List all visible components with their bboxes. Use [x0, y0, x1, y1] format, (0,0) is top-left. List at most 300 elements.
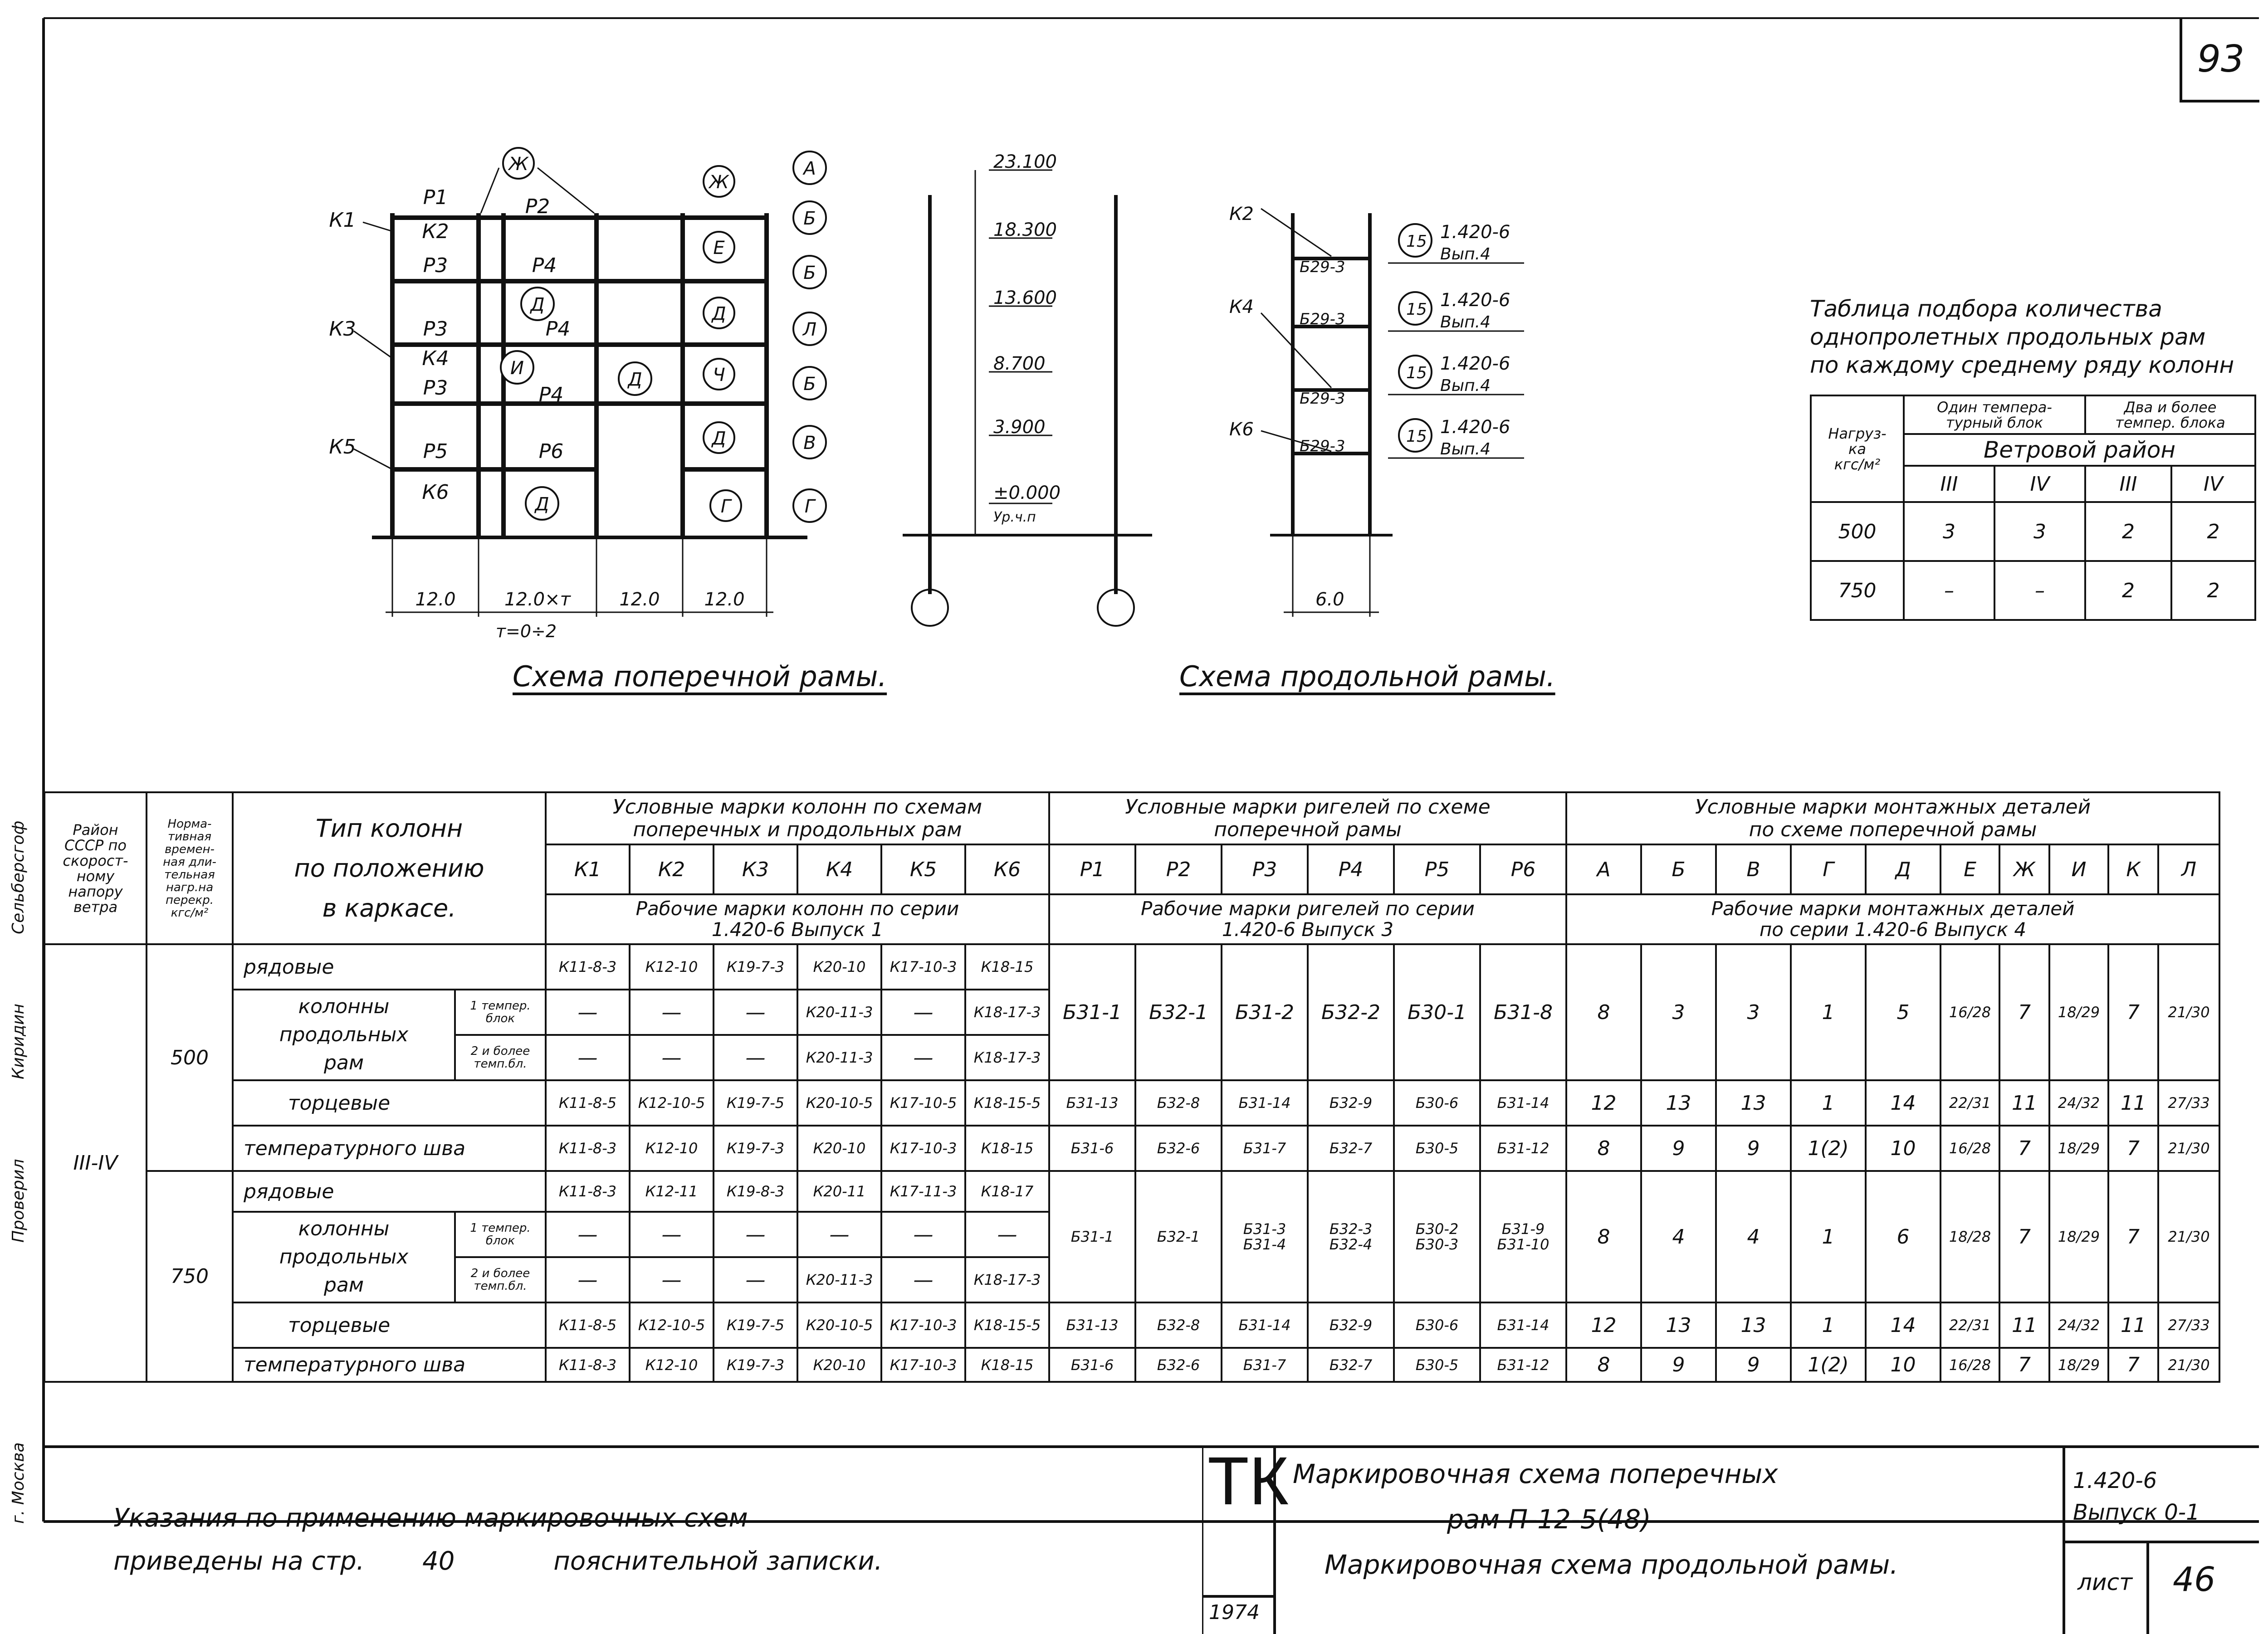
column-mark: —: [714, 1212, 797, 1257]
long-frame-type: [233, 990, 455, 1080]
detail-mark: 7: [1999, 1126, 2049, 1171]
node-label: Д: [712, 303, 726, 324]
detail-mark: 7: [1999, 1348, 2049, 1382]
header-line: Один темпера-: [1937, 398, 2052, 416]
node-label: 15: [1406, 364, 1427, 382]
header-line: Рабочие марки колонн по серии: [635, 897, 959, 920]
label-line: темп.бл.: [474, 1279, 527, 1293]
column-mark: К12-11: [630, 1171, 714, 1212]
column-mark: К17-10-5: [881, 1080, 965, 1126]
column-mark: К12-10-5: [630, 1302, 714, 1348]
detail-mark: 16/28: [1941, 1126, 1999, 1171]
column-mark: К18-17-3: [965, 1257, 1049, 1302]
column-mark: —: [714, 990, 797, 1035]
detail-mark: 27/33: [2158, 1080, 2219, 1126]
column-head: К6: [965, 844, 1049, 894]
header-line: 1.420-6 Выпуск 3: [1222, 918, 1394, 941]
pick-header-one-block: [1904, 395, 2085, 434]
series-mark: 1.420-6: [1440, 417, 1510, 438]
girder-mark: Б30-5: [1394, 1126, 1480, 1171]
column-mark: —: [630, 1212, 714, 1257]
girder-mark: Б31-1: [1049, 1171, 1135, 1302]
column-mark: К18-17-3: [965, 990, 1049, 1035]
detail-mark: 14: [1866, 1302, 1941, 1348]
girder-mark: Б31-6: [1049, 1126, 1135, 1171]
girder-mark: Б32-4: [1329, 1236, 1373, 1253]
header-detail-marks: [1566, 792, 2219, 844]
node-label: Л: [802, 319, 817, 340]
girder-head: Р5: [1394, 844, 1480, 894]
girder-mark: Б31-6: [1049, 1348, 1135, 1382]
series-issue: Вып.4: [1440, 245, 1491, 263]
node-label: Г: [804, 496, 815, 517]
detail-mark: 1: [1791, 1302, 1866, 1348]
pick-header-wind: Ветровой район: [1904, 434, 2255, 466]
detail-mark: 13: [1716, 1302, 1791, 1348]
node-label: Г: [720, 496, 731, 517]
girder-mark: Б30-1: [1394, 944, 1480, 1080]
column-mark: К18-15: [965, 944, 1049, 990]
beam-label: Б29-3: [1300, 258, 1345, 276]
pick-title-line: однопролетных продольных рам: [1810, 324, 2206, 350]
detail-mark: 18/29: [2049, 944, 2108, 1080]
node-label: Ж: [709, 172, 729, 193]
detail-mark: 4: [1716, 1171, 1791, 1302]
row-type: температурного шва: [233, 1348, 546, 1382]
detail-mark: 27/33: [2158, 1302, 2219, 1348]
column-mark: К20-10: [797, 1126, 881, 1171]
span-dimension: 12.0×т: [504, 589, 571, 610]
detail-mark: 1(2): [1791, 1126, 1866, 1171]
detail-mark: 18/29: [2049, 1171, 2108, 1302]
detail-mark: 8: [1566, 1171, 1641, 1302]
node-label: 15: [1406, 427, 1427, 446]
column-mark: К12-10: [630, 1126, 714, 1171]
column-label: К1: [329, 209, 356, 232]
header-line: темпер. блока: [2115, 414, 2225, 431]
detail-mark: 22/31: [1941, 1080, 1999, 1126]
level-mark: Ур.ч.п: [993, 509, 1036, 525]
pick-count: 3: [1904, 502, 1994, 561]
girder-head: Р1: [1049, 844, 1135, 894]
label-line: 1 темпер.: [470, 1221, 531, 1235]
two-blocks-label: [455, 1257, 546, 1302]
header-detail-series: [1566, 894, 2219, 944]
girder-label: Р1: [423, 186, 448, 209]
detail-mark: 8: [1566, 1126, 1641, 1171]
column-mark: К11-8-5: [546, 1080, 630, 1126]
column-mark: —: [881, 1212, 965, 1257]
column-mark: К18-15: [965, 1348, 1049, 1382]
detail-mark: 6: [1866, 1171, 1941, 1302]
girder-mark: Б32-9: [1308, 1302, 1394, 1348]
header-line: Условные марки монтажных деталей: [1695, 795, 2091, 819]
wind-region: IV: [2171, 466, 2255, 502]
detail-mark: 16/28: [1941, 944, 1999, 1080]
girder-mark: Б30-3: [1415, 1236, 1459, 1253]
label-line: 2 и более: [470, 1044, 530, 1058]
column-mark: К19-7-3: [714, 944, 797, 990]
label-line: блок: [485, 1234, 515, 1248]
node-label: Д: [535, 494, 549, 515]
series-info: [2073, 1465, 2200, 1528]
header-line: Условные марки ригелей по схеме: [1125, 795, 1491, 819]
beam-label: Б29-3: [1300, 310, 1345, 328]
level-mark: 23.100: [993, 151, 1057, 172]
column-mark: К20-11-3: [797, 1257, 881, 1302]
detail-mark: 13: [1716, 1080, 1791, 1126]
detail-mark: 16/28: [1941, 1348, 1999, 1382]
type-line: колонны: [298, 995, 390, 1018]
title-line: рам П-12-5(48): [1447, 1504, 1651, 1535]
detail-mark: 3: [1716, 944, 1791, 1080]
girder-mark: Б32-1: [1135, 944, 1222, 1080]
column-mark: —: [546, 990, 630, 1035]
detail-head: Б: [1641, 844, 1716, 894]
girder-label: Р3: [423, 376, 448, 400]
header-line: Район: [73, 821, 118, 839]
header-line: поперечной рамы: [1214, 818, 1402, 841]
girder-label: Р3: [423, 317, 448, 341]
series-issue: Вып.4: [1440, 440, 1491, 458]
detail-mark: 13: [1641, 1080, 1716, 1126]
column-mark: К12-10: [630, 1348, 714, 1382]
detail-mark: 13: [1641, 1302, 1716, 1348]
header-line: Рабочие марки ригелей по серии: [1141, 897, 1475, 920]
logo-tk: ТК: [1207, 1443, 1289, 1519]
girder-mark-pair: [1480, 1171, 1566, 1302]
node-label: И: [510, 358, 524, 379]
pick-count: –: [1904, 561, 1994, 620]
girder-mark: Б31-14: [1480, 1302, 1566, 1348]
column-mark: К17-10-3: [881, 944, 965, 990]
detail-head: Д: [1866, 844, 1941, 894]
detail-mark: 18/29: [2049, 1348, 2108, 1382]
column-mark: К11-8-3: [546, 1126, 630, 1171]
detail-mark: 8: [1566, 944, 1641, 1080]
column-mark: —: [797, 1212, 881, 1257]
girder-mark: Б31-2: [1222, 944, 1308, 1080]
girder-mark: Б31-14: [1222, 1302, 1308, 1348]
column-mark: К19-8-3: [714, 1171, 797, 1212]
level-mark: ±0.000: [993, 483, 1061, 503]
header-line: по серии 1.420-6 Выпуск 4: [1759, 918, 2027, 941]
girder-mark: Б31-14: [1480, 1080, 1566, 1126]
header-line: ка: [1848, 440, 1866, 458]
column-label: К2: [422, 220, 449, 243]
header-line: СССР по: [64, 836, 127, 854]
span-dimension: 6.0: [1315, 589, 1344, 610]
title-line: Маркировочная схема поперечных: [1293, 1458, 1778, 1489]
detail-mark: 9: [1641, 1348, 1716, 1382]
column-mark: К19-7-3: [714, 1126, 797, 1171]
span-dimension: 12.0: [415, 589, 456, 610]
column-mark: К17-10-3: [881, 1126, 965, 1171]
title-block-title: [1293, 1451, 1898, 1587]
detail-mark: 18/28: [1941, 1171, 1999, 1302]
girder-mark: Б31-7: [1222, 1126, 1308, 1171]
pick-header-load: [1811, 395, 1904, 502]
girder-mark: Б31-12: [1480, 1348, 1566, 1382]
column-mark: К20-11: [797, 1171, 881, 1212]
girder-mark: Б31-10: [1497, 1236, 1549, 1253]
column-mark: —: [546, 1257, 630, 1302]
girder-mark: Б30-6: [1394, 1302, 1480, 1348]
header-line: по положению: [294, 854, 484, 883]
column-label: К6: [1229, 419, 1254, 440]
column-head: К3: [714, 844, 797, 894]
pick-title-line: по каждому среднему ряду колонн: [1810, 352, 2234, 378]
header-line: тивная: [168, 829, 211, 844]
pick-load: 500: [1811, 502, 1904, 561]
detail-mark: 8: [1566, 1348, 1641, 1382]
node-label: А: [803, 158, 816, 179]
column-label: К4: [1229, 297, 1254, 317]
column-mark: К12-10: [630, 944, 714, 990]
detail-mark: 7: [2108, 1348, 2158, 1382]
pick-count: –: [1994, 561, 2085, 620]
column-mark: К12-10-5: [630, 1080, 714, 1126]
girder-mark-pair: [1222, 1171, 1308, 1302]
header-line: нагр.на: [166, 880, 214, 894]
column-mark: —: [881, 1257, 965, 1302]
header-line: времен-: [165, 842, 215, 856]
label-line: 2 и более: [470, 1267, 530, 1280]
girder-mark: Б31-12: [1480, 1126, 1566, 1171]
girder-label: Р2: [525, 195, 550, 218]
column-label: К2: [1229, 204, 1254, 224]
sheet-label: лист: [2077, 1569, 2133, 1595]
girder-mark: Б32-8: [1135, 1080, 1222, 1126]
girder-label: Р4: [545, 317, 571, 341]
column-mark: К20-10-5: [797, 1302, 881, 1348]
header-line: поперечных и продольных рам: [633, 818, 962, 841]
column-head: К2: [630, 844, 714, 894]
girder-mark: Б31-9: [1501, 1220, 1545, 1238]
column-mark: К11-8-3: [546, 1171, 630, 1212]
row-type: температурного шва: [233, 1126, 546, 1171]
detail-mark: 11: [1999, 1302, 2049, 1348]
column-mark: К17-10-3: [881, 1302, 965, 1348]
column-mark: —: [881, 990, 965, 1035]
girder-label: Р6: [538, 440, 564, 463]
footer-note: [113, 1497, 882, 1583]
girder-head: Р6: [1480, 844, 1566, 894]
beam-label: Б29-3: [1300, 437, 1345, 455]
girder-head: Р4: [1308, 844, 1394, 894]
detail-mark: 14: [1866, 1080, 1941, 1126]
node-label: Ч: [713, 365, 725, 385]
type-line: продольных: [279, 1245, 409, 1268]
detail-mark: 7: [1999, 1171, 2049, 1302]
detail-head: В: [1716, 844, 1791, 894]
note-line: Указания по применению маркировочных схем: [113, 1503, 748, 1533]
detail-mark: 7: [1999, 944, 2049, 1080]
header-line: 1.420-6 Выпуск 1: [711, 918, 884, 941]
pick-count: 2: [2171, 502, 2255, 561]
row-type: торцевые: [233, 1302, 546, 1348]
node-label: Д: [628, 369, 642, 390]
longitudinal-frame-scheme: [862, 136, 1588, 658]
column-mark: К18-17-3: [965, 1035, 1049, 1080]
type-line: продольных: [279, 1023, 409, 1046]
side-stamp-signature: Киридин: [9, 1003, 28, 1079]
detail-mark: 21/30: [2158, 1348, 2219, 1382]
wind-region: III: [1904, 466, 1994, 502]
header-line: кгс/м²: [171, 906, 209, 920]
node-label: 15: [1406, 300, 1427, 319]
series-issue: Выпуск 0-1: [2073, 1500, 2200, 1525]
column-mark: —: [630, 1035, 714, 1080]
header-column-type: [233, 792, 546, 944]
span-dimension: 12.0: [619, 589, 660, 610]
girder-label: Р5: [423, 440, 448, 463]
node-label: Б: [803, 263, 816, 283]
detail-mark: 21/30: [2158, 944, 2219, 1080]
pick-count: 3: [1994, 502, 2085, 561]
detail-mark: 24/32: [2049, 1080, 2108, 1126]
type-line: рам: [323, 1051, 364, 1074]
label-line: 1 темпер.: [470, 999, 531, 1013]
detail-mark: 1: [1791, 1171, 1866, 1302]
header-line: Нагруз-: [1828, 424, 1887, 442]
detail-mark: 12: [1566, 1302, 1641, 1348]
column-label: К6: [422, 481, 449, 504]
detail-mark: 11: [1999, 1080, 2049, 1126]
girder-label: Р3: [423, 254, 448, 277]
row-type: торцевые: [233, 1080, 546, 1126]
column-head: К5: [881, 844, 965, 894]
header-line: турный блок: [1945, 414, 2043, 431]
girder-label: Р4: [532, 254, 557, 277]
header-line: по схеме поперечной рамы: [1749, 818, 2037, 841]
marking-table: [44, 791, 2220, 1383]
header-line: перекр.: [166, 893, 214, 907]
note-text: приведены на стр.: [113, 1546, 365, 1576]
note-line-2: [113, 1540, 882, 1583]
girder-mark: Б30-5: [1394, 1348, 1480, 1382]
header-line: ному: [76, 867, 115, 885]
detail-mark: 11: [2108, 1302, 2158, 1348]
column-head: К1: [546, 844, 630, 894]
detail-mark: 22/31: [1941, 1302, 1999, 1348]
girder-mark: Б30-6: [1394, 1080, 1480, 1126]
pick-table: [1810, 395, 2256, 621]
column-mark: К20-11-3: [797, 1035, 881, 1080]
detail-head: А: [1566, 844, 1641, 894]
series-mark: 1.420-6: [1440, 290, 1510, 311]
detail-head: Л: [2158, 844, 2219, 894]
series-issue: Вып.4: [1440, 313, 1491, 332]
column-head: К4: [797, 844, 881, 894]
girder-mark: Б31-13: [1049, 1302, 1135, 1348]
page-number: 93: [2180, 18, 2259, 102]
series-mark: 1.420-6: [1440, 222, 1510, 243]
sheet-number: 46: [2173, 1560, 2216, 1599]
two-blocks-label: [455, 1035, 546, 1080]
region-cell: III-IV: [44, 944, 147, 1382]
node-label: Б: [803, 374, 816, 395]
label-line: темп.бл.: [474, 1057, 527, 1071]
column-mark: —: [714, 1257, 797, 1302]
series-mark: 1.420-6: [2073, 1468, 2157, 1493]
pick-count: 2: [2085, 502, 2171, 561]
detail-mark: 4: [1641, 1171, 1716, 1302]
detail-mark: 11: [2108, 1080, 2158, 1126]
detail-mark: 7: [2108, 1171, 2158, 1302]
girder-mark: Б32-7: [1308, 1126, 1394, 1171]
girder-mark: Б31-14: [1222, 1080, 1308, 1126]
row-type: рядовые: [233, 944, 546, 990]
header-line: Норма-: [167, 817, 212, 831]
detail-mark: 3: [1641, 944, 1716, 1080]
column-mark: —: [630, 1257, 714, 1302]
header-norm-load: [147, 792, 233, 944]
note-text: пояснительной записки.: [553, 1546, 883, 1576]
column-mark: К20-10-5: [797, 1080, 881, 1126]
header-line: кгс/м²: [1834, 455, 1881, 473]
level-mark: 3.900: [993, 417, 1046, 438]
detail-mark: 5: [1866, 944, 1941, 1080]
column-mark: К20-10: [797, 1348, 881, 1382]
column-mark: К20-10: [797, 944, 881, 990]
detail-mark: 10: [1866, 1126, 1941, 1171]
pick-title-line: Таблица подбора количества: [1810, 296, 2162, 322]
header-line: ветра: [73, 898, 118, 916]
one-block-label: [455, 1212, 546, 1257]
column-mark: —: [630, 990, 714, 1035]
column-mark: К18-15: [965, 1126, 1049, 1171]
detail-head: Ж: [1999, 844, 2049, 894]
detail-mark: 9: [1641, 1126, 1716, 1171]
side-stamp-checked: Проверил: [9, 1159, 28, 1243]
column-mark: К18-15-5: [965, 1080, 1049, 1126]
side-stamp-city: г. Москва: [9, 1442, 28, 1524]
girder-mark-pair: [1394, 1171, 1480, 1302]
header-girder-marks: [1049, 792, 1566, 844]
column-label: К3: [329, 317, 356, 341]
wind-region: IV: [1994, 466, 2085, 502]
header-line: Условные марки колонн по схемам: [612, 795, 982, 819]
column-mark: —: [714, 1035, 797, 1080]
girder-mark: Б32-8: [1135, 1302, 1222, 1348]
girder-head: Р3: [1222, 844, 1308, 894]
column-label: К4: [422, 347, 449, 370]
longitudinal-frame-caption: Схема продольной рамы.: [1179, 660, 1555, 693]
detail-head: Е: [1941, 844, 1999, 894]
transverse-frame-caption: Схема поперечной рамы.: [513, 660, 887, 693]
header-line: в каркасе.: [322, 893, 456, 922]
detail-mark: 10: [1866, 1348, 1941, 1382]
girder-head: Р2: [1135, 844, 1222, 894]
girder-mark: Б31-8: [1480, 944, 1566, 1080]
column-mark: —: [881, 1035, 965, 1080]
span-note: т=0÷2: [495, 621, 557, 641]
beam-label: Б29-3: [1300, 390, 1345, 408]
detail-mark: 24/32: [2049, 1302, 2108, 1348]
header-line: Рабочие марки монтажных деталей: [1711, 897, 2075, 920]
detail-mark: 12: [1566, 1080, 1641, 1126]
node-label: Д: [530, 294, 545, 315]
load-cell: 500: [147, 944, 233, 1171]
girder-mark-pair: [1308, 1171, 1394, 1302]
series-issue: Вып.4: [1440, 376, 1491, 395]
level-mark: 18.300: [993, 219, 1057, 240]
type-line: рам: [323, 1273, 364, 1297]
girder-mark: Б32-9: [1308, 1080, 1394, 1126]
node-label: Д: [712, 428, 726, 449]
header-line: Два и более: [2124, 398, 2217, 416]
